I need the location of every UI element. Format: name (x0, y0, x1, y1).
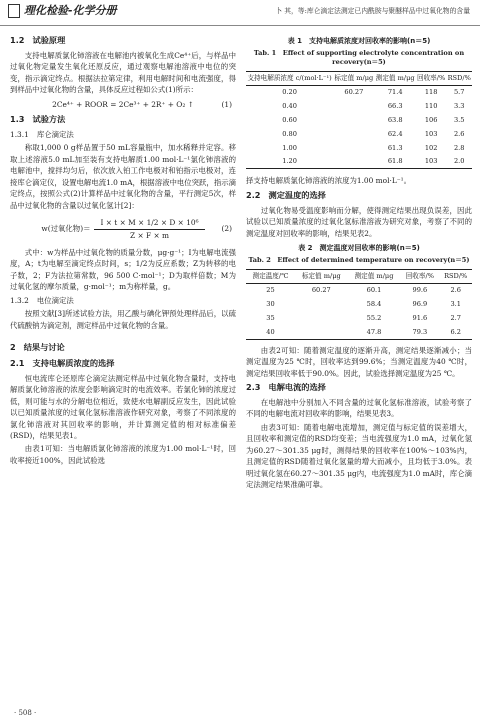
table-header: 回收率/% (416, 73, 446, 82)
table-header: 回收率/% (405, 271, 434, 280)
journal-name: 理化检验-化学分册 (24, 4, 117, 17)
paragraph: 择支持电解质氯化铈溶液的浓度为1.00 mol·L⁻¹。 (246, 176, 411, 186)
equation-1: 2Ce⁴⁺ + ROOR = 2Ce³⁺ + 2R⁺ + O₂ ↑ (1) (52, 99, 232, 109)
section-heading: 2.1 支持电解质浓度的选择 (10, 357, 115, 368)
table-header: 测定温度/℃ (252, 271, 289, 280)
running-head: 卜 其，等:库仑滴定法测定已内酰胺与聚醚样品中过氧化物的含量 (275, 7, 470, 15)
table-row: 35 55.2 91.6 2.7 (266, 314, 461, 323)
table-row: 0.60 63.8 106 3.5 (282, 115, 465, 124)
journal-logo-icon (8, 4, 20, 18)
subsection-heading: 1.3.2 电位滴定法 (10, 295, 74, 305)
paragraph: 恒电流库仑还原库仑滴定法测定样品中过氧化物含量时，支持电解质氯化铈溶液的浓度会影响滴定时的电流效率。若氯化铈的浓度过低，则可能与水的分解电位相近，致使水电解副反应发生，因此试验以已知质量浓度的过氧化氢标准溶液作研究对象，考察了不同浓度的氯化铈溶液对其回收率的影响，并计算测定值的相对标准偏差(RSD)，结果见表1。 (10, 373, 236, 440)
table-header: 支持电解质浓度 c/(mol·L⁻¹) (247, 73, 332, 82)
table-row: 30 58.4 96.9 3.1 (266, 300, 461, 309)
table-header: 标定值 m/μg (334, 73, 374, 82)
subsection-heading: 1.3.1 库仑滴定法 (10, 129, 74, 139)
page-header (0, 0, 480, 26)
table-row: 25 60.27 60.1 99.6 2.6 (266, 286, 461, 295)
section-heading: 2 结果与讨论 (10, 342, 65, 353)
page-number: · 508 · (14, 709, 37, 717)
table-header: 标定值 m/μg (301, 271, 341, 280)
paragraph: 在电解池中分别加入不同含量的过氧化氢标准溶液，试验考察了不同的电解电流对回收率的影响，结果见表3。 (246, 397, 472, 419)
paragraph: 式中：w为样品中过氧化物的质量分数，μg·g⁻¹；I为电解电流强度，A；t为电解至滴定终点时间，s；1/2为反应系数；Z为转移的电子数，2；F为法拉第常数，96 500 C·mol⁻¹；D为取样倍数；M为过氧化氢的摩尔质量，g·mol⁻¹；m为称样量，g。 (10, 247, 236, 292)
paragraph: 支持电解质氯化铈溶液在电解池内被氧化生成Ce⁴⁺后，与样品中过氧化物定量发生氧化还原反应，通过观察电解池溶液中电位的突变，指示滴定终点。根据法拉第定律，利用电解时间和电流强度，得到样品中过氧化物的含量，具体反应过程如公式(1)所示： (10, 50, 236, 95)
table-row: 40 47.8 79.3 6.2 (246, 325, 472, 339)
table-1-title: 表 1 支持电解质浓度对回收率的影响(n＝5) (287, 37, 431, 45)
table-header: 测定值 m/μg (354, 271, 394, 280)
table-2-title-en: Tab. 2 Effect of determined temperature on recovery(n＝5) (248, 255, 470, 264)
table-row: 0.40 66.3 110 3.3 (282, 102, 465, 111)
paragraph: 由表2可知：随着测定温度的逐渐升高，测定结果逐渐减小；当测定温度为25 ℃时，回收率达到99.6%；当测定温度为40 ℃时，测定结果回收率低于90.0%。因此，试验选择测定温度为25 ℃。 (246, 345, 472, 378)
section-heading: 1.3 试验方法 (10, 114, 66, 125)
right-column (246, 32, 472, 493)
left-column (10, 32, 236, 468)
table-row: 0.80 62.4 103 2.6 (282, 129, 465, 138)
table-2 (246, 269, 472, 340)
table-row: 1.20 61.8 103 2.0 (246, 155, 472, 169)
table-2-title: 表 2 测定温度对回收率的影响(n＝5) (298, 243, 420, 252)
table-row: 1.00 61.3 102 2.8 (282, 143, 465, 152)
paragraph: 过氧化物易受温度影响而分解，使得测定结果出现负误差，因此试验以已知质量浓度的过氧化氢标准溶液为研究对象，考察了不同的测定温度对回收率的影响，结果见表2。 (246, 205, 472, 238)
table-row: 0.20 60.27 71.4 118 5.7 (282, 88, 465, 97)
table-header: RSD/% (447, 73, 471, 82)
section-heading: 2.3 电解电流的选择 (246, 382, 326, 393)
table-1 (246, 71, 472, 170)
section-heading: 2.2 测定温度的选择 (246, 189, 326, 200)
section-heading: 1.2 试验原理 (10, 35, 66, 45)
table-header: 测定值 m/μg (375, 73, 415, 82)
paragraph: 由表3可知：随着电解电流增加，测定值与标定值的误差增大，且回收率和测定值的RSD均变差；当电流强度为1.0 mA，过氧化氢为60.27～301.35 μg时，测得结果的回收率在100%～103%内，且测定值的RSD随着过氧化氢量的增大而减小，且均低于3.0%。表明过氧化氢在60.27～301.35 μg内，电流强度为1.0 mA时，库仑滴定法测定结果准确可靠。 (246, 422, 472, 490)
equation-2: w(过氧化物)＝ $\frac{\text{I × t × M × 1/2 × D × 10⁶}}{Z \times F \times m}$ (2) (41, 218, 232, 240)
paragraph: 按照文献[3]所述试验方法，用乙酸与碘化钾预处理样品后，以硫代硫酸钠为滴定剂，测定样品中过氧化物的含量。 (10, 309, 236, 330)
paragraph: 由表1可知：当电解质氯化铈溶液的浓度为1.00 mol·L⁻¹时，回收率接近100%，因此试验选 (10, 444, 236, 465)
paragraph: 称取1,000 0 g样品置于50 mL容量瓶中，加水稀释并定容。移取上述溶液5.0 mL加至装有支持电解质1.00 mol·L⁻¹氯化铈溶液的电解池中，搅拌均匀后，依次放入铂工作电极对和铂指示电极对，连接库仑滴定仪，设置电解电流1.0 mA，根据溶液中电位突跃，指示滴定终点，按照公式(2)计算样品中过氧化物的含量，平行测定5次，样品中过氧化物的含量以过氧化氢计[2]： (10, 143, 236, 210)
table-1-title-en: Tab. 1 Effect of supporting electrolyte concentration on recovery(n＝5) (253, 48, 465, 66)
table-header: RSD/% (444, 271, 468, 280)
